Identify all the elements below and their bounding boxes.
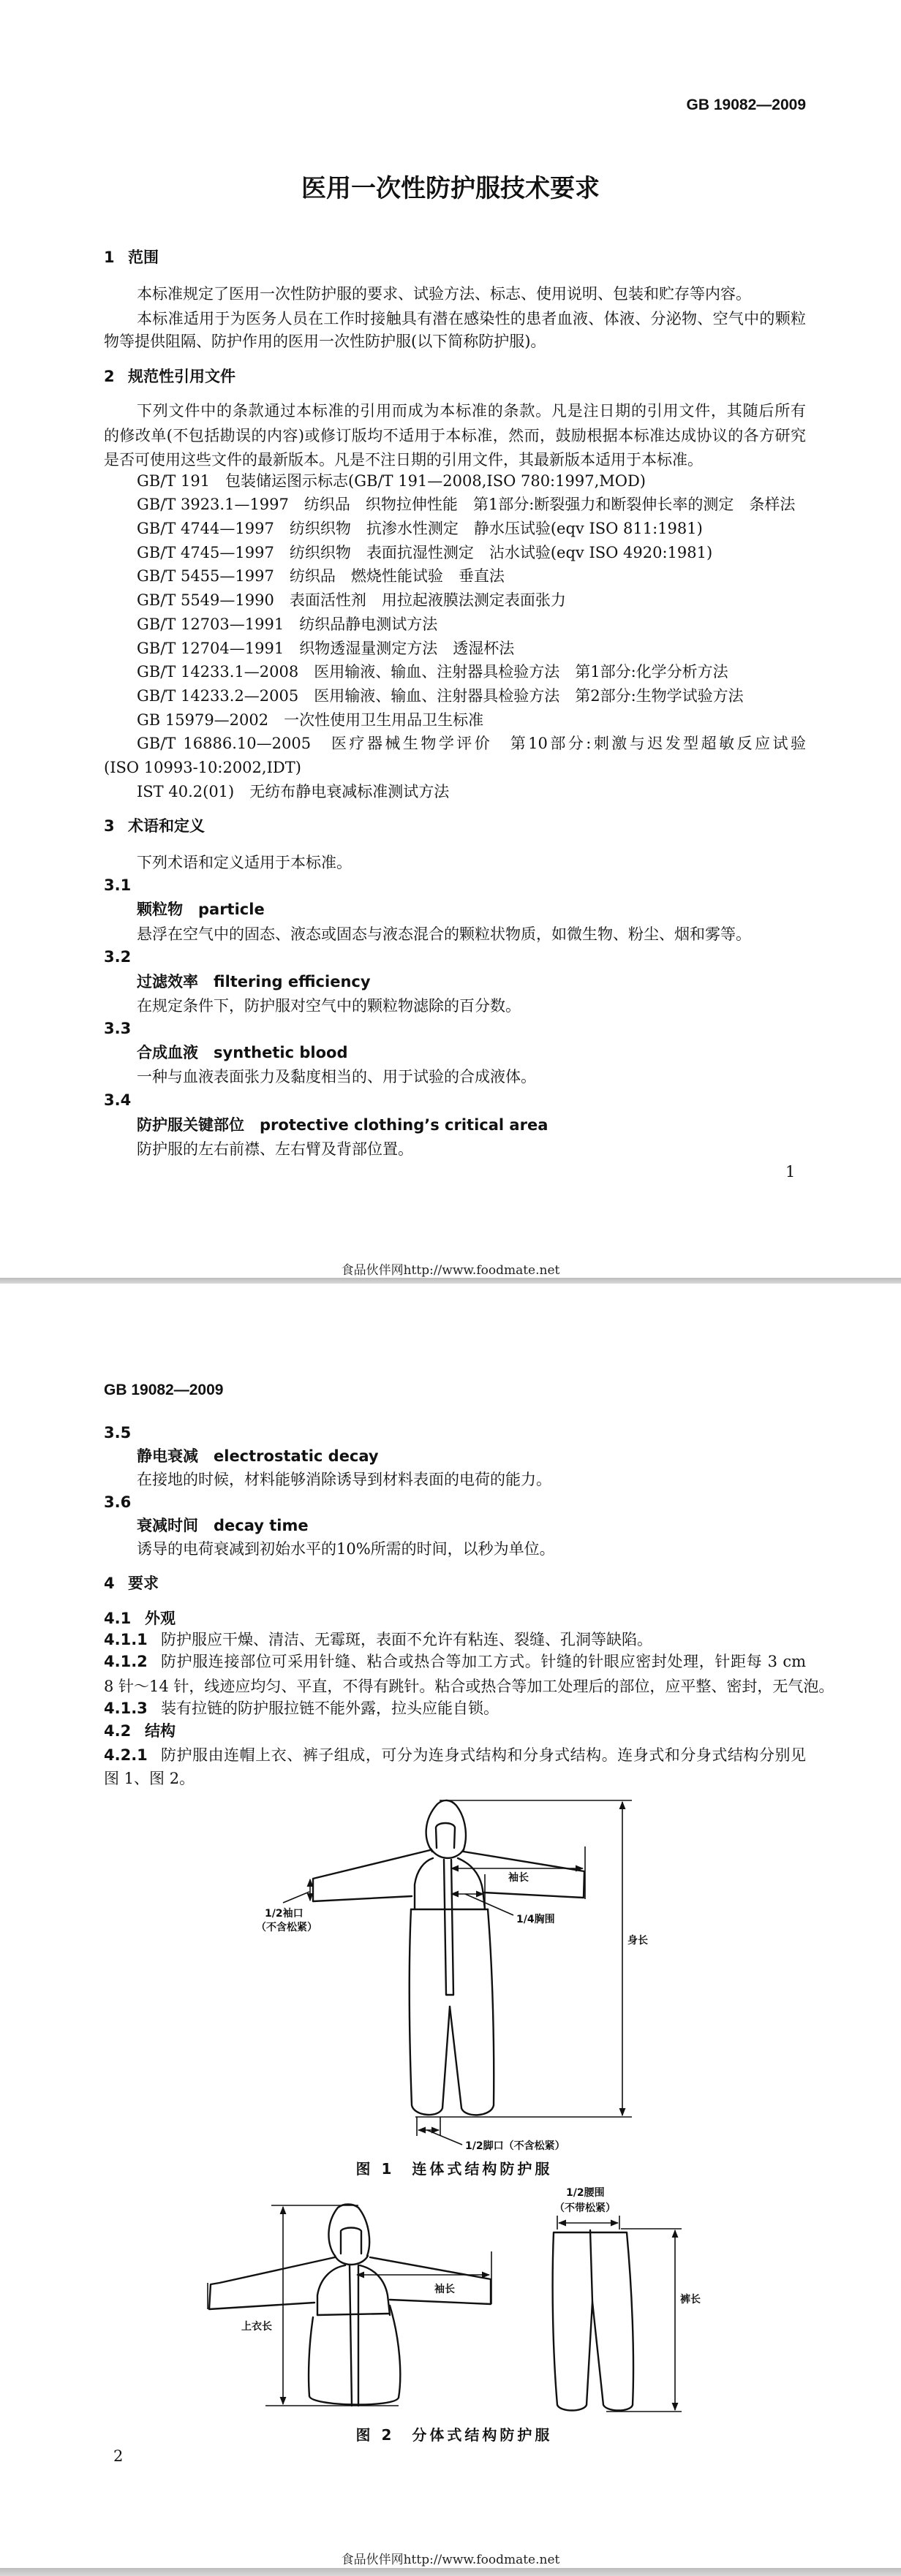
- collar: [431, 1849, 464, 1858]
- watermark-footer: 食品伙伴网http://www.foodmate.net: [341, 1263, 560, 1278]
- figure-2-caption: 图 2 分体式结构防护服: [355, 2426, 553, 2444]
- paragraph-line: 的修改单(不包括勘误的内容)或修订版均不适用于本标准，然而，鼓励根据本标准达成协议的各方研究: [104, 427, 806, 444]
- jacket-collar: [335, 2256, 368, 2265]
- clause-text-continuation: 8 针～14 针，线迹应均匀、平直，不得有跳针。粘合或热合等加工处理后的部位，应平整、密封，无气泡。: [104, 1678, 834, 1695]
- subsection-number: 4.2: [104, 1722, 132, 1740]
- label-jacket-sleeve-length: 袖长: [434, 2284, 455, 2295]
- label-jacket-length: 上衣长: [241, 2321, 272, 2333]
- term-name: 颗粒物 particle: [137, 901, 265, 918]
- hood-outline: [426, 1800, 466, 1852]
- jacket-zipper: [350, 2265, 358, 2406]
- clause-text: 防护服应干燥、清洁、无霉斑，表面不允许有粘连、裂缝、孔洞等缺陷。: [161, 1631, 652, 1648]
- section-heading-requirements: 要求: [128, 1575, 159, 1592]
- section-number: 4: [104, 1575, 115, 1592]
- clause-number: 4.1.1: [104, 1631, 148, 1648]
- reference-item: GB/T 4745—1997 纺织织物 表面抗湿性测定 沾水试验(eqv ISO 4920:1981): [137, 544, 713, 561]
- term-number: 3.5: [104, 1424, 132, 1442]
- trousers-outline: [553, 2232, 633, 2411]
- section-heading-scope: 范围: [128, 249, 159, 266]
- face-opening: [436, 1823, 455, 1848]
- subsection-heading-structure: 结构: [145, 1722, 176, 1740]
- left-leg: [410, 1909, 450, 2115]
- section-number: 2: [104, 368, 115, 385]
- label-chest: 1/4胸围: [516, 1914, 555, 1925]
- clause-number: 4.2.1: [104, 1746, 148, 1764]
- coverall-drawing: [283, 1800, 632, 2145]
- clause-text: 装有拉链的防护服拉链不能外露，拉头应能自锁。: [161, 1700, 499, 1717]
- label-cuff-note: （不含松紧）: [256, 1922, 317, 1933]
- jacket-face: [341, 2228, 361, 2254]
- term-number: 3.1: [104, 876, 132, 894]
- label-waist-note: （不带松紧）: [554, 2202, 616, 2214]
- reference-item: GB/T 5455—1997 纺织品 燃烧性能试验 垂直法: [137, 567, 505, 585]
- reference-item: GB/T 12703—1991 纺织品静电测试方法: [137, 615, 438, 633]
- paragraph-line: 是否可使用这些文件的最新版本。凡是不注日期的引用文件，其最新版本适用于本标准。: [104, 451, 703, 469]
- clause-text-continuation: 图 1、图 2。: [104, 1770, 195, 1787]
- label-ankle: 1/2脚口（不含松紧）: [465, 2140, 565, 2152]
- term-number: 3.2: [104, 948, 132, 966]
- reference-item: IST 40.2(01) 无纺布静电衰减标准测试方法: [137, 783, 450, 800]
- paragraph-line: 本标准适用于为医务人员在工作时接触具有潜在感染性的患者血液、体液、分泌物、空气中的颗粒: [137, 310, 806, 327]
- label-waist: 1/2腰围: [566, 2187, 605, 2199]
- figure-1-caption: 图 1 连体式结构防护服: [355, 2160, 553, 2178]
- jacket-bodice: [317, 2265, 390, 2315]
- bodice: [415, 1858, 485, 1909]
- section-number: 3: [104, 817, 115, 835]
- clause-number: 4.1.2: [104, 1653, 148, 1670]
- term-number: 3.3: [104, 1020, 132, 1037]
- reference-item: GB 15979—2002 一次性使用卫生用品卫生标准: [137, 711, 484, 729]
- trousers-fly: [590, 2230, 592, 2302]
- term-number: 3.4: [104, 1091, 132, 1109]
- paragraph-line: 下列术语和定义适用于本标准。: [137, 854, 352, 871]
- label-body-length: 身长: [627, 1935, 648, 1947]
- term-definition: 一种与血液表面张力及黏度相当的、用于试验的合成液体。: [137, 1068, 536, 1086]
- page-number: 2: [113, 2447, 124, 2465]
- jacket-hood: [328, 2205, 369, 2257]
- term-name: 过滤效率 filtering efficiency: [137, 973, 371, 990]
- reference-item: GB/T 16886.10—2005 医疗器械生物学评价 第10部分:刺激与迟发型超敏反应试验: [137, 735, 806, 752]
- jacket-drawing: [208, 2205, 491, 2406]
- doc-code-header: GB 19082—2009: [104, 1382, 224, 1398]
- term-name: 防护服关键部位 protective clothing’s critical area: [137, 1116, 548, 1134]
- jacket-waist-seam: [317, 2314, 390, 2315]
- paragraph-line: 下列文件中的条款通过本标准的引用而成为本标准的条款。凡是注日期的引用文件，其随后所有: [137, 402, 806, 420]
- term-definition: 在接地的时候，材料能够消除诱导到材料表面的电荷的能力。: [137, 1471, 551, 1488]
- clause-number: 4.1.3: [104, 1700, 148, 1717]
- term-definition: 悬浮在空气中的固态、液态或固态与液态混合的颗粒状物质，如微生物、粉尘、烟和雾等。: [137, 925, 751, 943]
- subsection-number: 4.1: [104, 1610, 132, 1627]
- jacket-body: [309, 2306, 400, 2405]
- paragraph-line: 物等提供阻隔、防护作用的医用一次性防护服(以下简称防护服)。: [104, 333, 546, 350]
- term-definition: 在规定条件下，防护服对空气中的颗粒物滤除的百分数。: [137, 997, 521, 1015]
- reference-item: GB/T 191 包装储运图示标志(GB/T 191—2008,ISO 780:1997,MOD): [137, 472, 646, 490]
- jacket-left-sleeve: [209, 2257, 335, 2309]
- term-definition: 防护服的左右前襟、左右臂及背部位置。: [137, 1140, 413, 1158]
- document-title: 医用一次性防护服技术要求: [301, 174, 600, 203]
- reference-item-continuation: (ISO 10993-10:2002,IDT): [104, 759, 301, 776]
- label-cuff: 1/2袖口: [265, 1908, 304, 1920]
- reference-item: GB/T 4744—1997 纺织织物 抗渗水性测定 静水压试验(eqv ISO 811:1981): [137, 520, 703, 537]
- section-heading-references: 规范性引用文件: [128, 368, 235, 385]
- trousers-drawing: [553, 2216, 682, 2412]
- page-separator: [0, 2568, 901, 2576]
- term-definition: 诱导的电荷衰减到初始水平的10%所需的时间，以秒为单位。: [137, 1540, 555, 1558]
- reference-item: GB/T 14233.2—2005 医用输液、输血、注射器具检验方法 第2部分:生物学试验方法: [137, 687, 744, 705]
- term-name: 合成血液 synthetic blood: [137, 1044, 348, 1061]
- clause-text: 防护服连接部位可采用针缝、粘合或热合等加工方式。针缝的针眼应密封处理，针距每 3 cm: [161, 1653, 806, 1670]
- term-name: 静电衰减 electrostatic decay: [137, 1447, 379, 1465]
- reference-item: GB/T 5549—1990 表面活性剂 用拉起液膜法测定表面张力: [137, 591, 566, 609]
- jacket-right-sleeve: [370, 2257, 491, 2304]
- doc-code-header: GB 19082—2009: [686, 96, 806, 113]
- section-number: 1: [104, 249, 115, 266]
- clause-text: 防护服由连帽上衣、裤子组成，可分为连身式结构和分身式结构。连身式和分身式结构分别见: [161, 1746, 806, 1764]
- label-sleeve-length: 袖长: [508, 1872, 529, 1884]
- term-number: 3.6: [104, 1493, 132, 1511]
- reference-item: GB/T 12704—1991 织物透湿量测定方法 透湿杯法: [137, 640, 515, 657]
- reference-item: GB/T 14233.1—2008 医用输液、输血、注射器具检验方法 第1部分:化学分析方法: [137, 663, 728, 681]
- term-name: 衰减时间 decay time: [137, 1517, 309, 1534]
- page-number: 1: [785, 1163, 796, 1181]
- subsection-heading-appearance: 外观: [145, 1610, 176, 1627]
- reference-item: GB/T 3923.1—1997 纺织品 织物拉伸性能 第1部分:断裂强力和断裂伸长率的测定 条样法: [137, 496, 796, 513]
- page-separator: [0, 1278, 901, 1284]
- right-leg: [450, 1909, 494, 2115]
- zipper: [444, 1860, 453, 1995]
- watermark-footer: 食品伙伴网http://www.foodmate.net: [341, 2553, 560, 2567]
- paragraph-line: 本标准规定了医用一次性防护服的要求、试验方法、标志、使用说明、包装和贮存等内容。: [137, 285, 751, 303]
- label-trouser-length: 裤长: [680, 2294, 701, 2306]
- section-heading-terms: 术语和定义: [128, 817, 205, 835]
- left-sleeve: [313, 1850, 430, 1901]
